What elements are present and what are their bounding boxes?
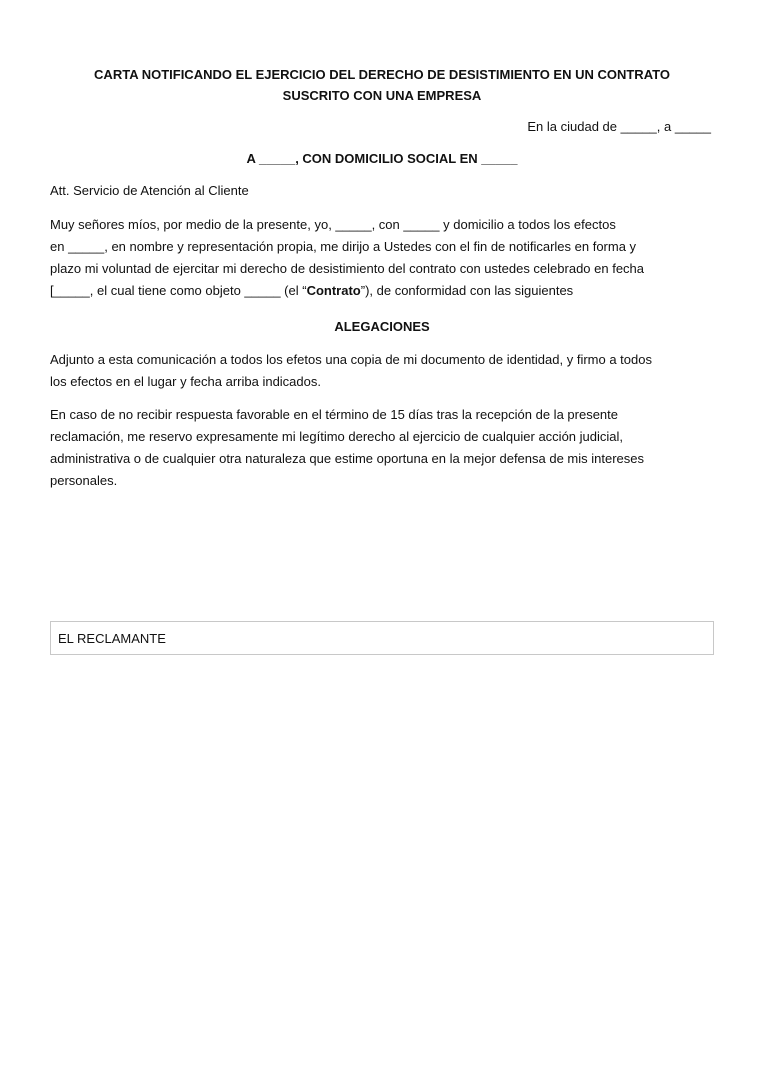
section-title-alegaciones: ALEGACIONES <box>334 319 430 334</box>
intro-line-2: en _____, en nombre y representación propia, me dirijo a Ustedes con el fin de notificarles en forma y <box>50 239 637 254</box>
closing-paragraph <box>50 404 714 492</box>
attachment-line-1: Adjunto a esta comunicación a todos los efetos una copia de mi documento de identidad, y firmo a todos <box>50 352 652 367</box>
closing-line-3: administrativa o de cualquier otra naturaleza que estime oportuna en la mejor defensa de mis intereses <box>50 451 645 466</box>
signature-label: EL RECLAMANTE <box>58 631 166 646</box>
city-date-line: En la ciudad de _____, a _____ <box>527 119 711 134</box>
title-line-1: CARTA NOTIFICANDO EL EJERCICIO DEL DERECHO DE DESISTIMIENTO EN UN CONTRATO <box>94 67 670 82</box>
signature-box <box>50 621 714 655</box>
intro-line-1: Muy señores míos, por medio de la presente, yo, _____, con _____ y domicilio a todos los efectos <box>50 217 616 232</box>
closing-line-4: personales. <box>50 473 118 488</box>
attachment-line-2: los efectos en el lugar y fecha arriba indicados. <box>50 374 321 389</box>
intro-line-3: plazo mi voluntad de ejercitar mi derecho de desistimiento del contrato con ustedes celebrado en fecha <box>50 261 645 276</box>
closing-line-1: En caso de no recibir respuesta favorable en el término de 15 días tras la recepción de la presente <box>50 407 619 422</box>
attachment-paragraph <box>50 349 714 393</box>
closing-line-2: reclamación, me reservo expresamente mi legítimo derecho al ejercicio de cualquier acción judicial, <box>50 429 623 444</box>
addressee-line: A _____, CON DOMICILIO SOCIAL EN _____ <box>246 151 518 166</box>
intro-line-4 <box>50 280 714 302</box>
intro-line-4-end: ”), de conformidad con las siguientes <box>360 283 574 298</box>
attention-line: Att. Servicio de Atención al Cliente <box>50 183 249 198</box>
contract-term: Contrato <box>306 283 361 298</box>
title-line-2: SUSCRITO CON UNA EMPRESA <box>282 88 482 103</box>
intro-line-4-start: [_____, el cual tiene como objeto _____ (el “ <box>50 283 307 298</box>
intro-paragraph <box>50 214 714 302</box>
letter-title <box>50 0 714 106</box>
